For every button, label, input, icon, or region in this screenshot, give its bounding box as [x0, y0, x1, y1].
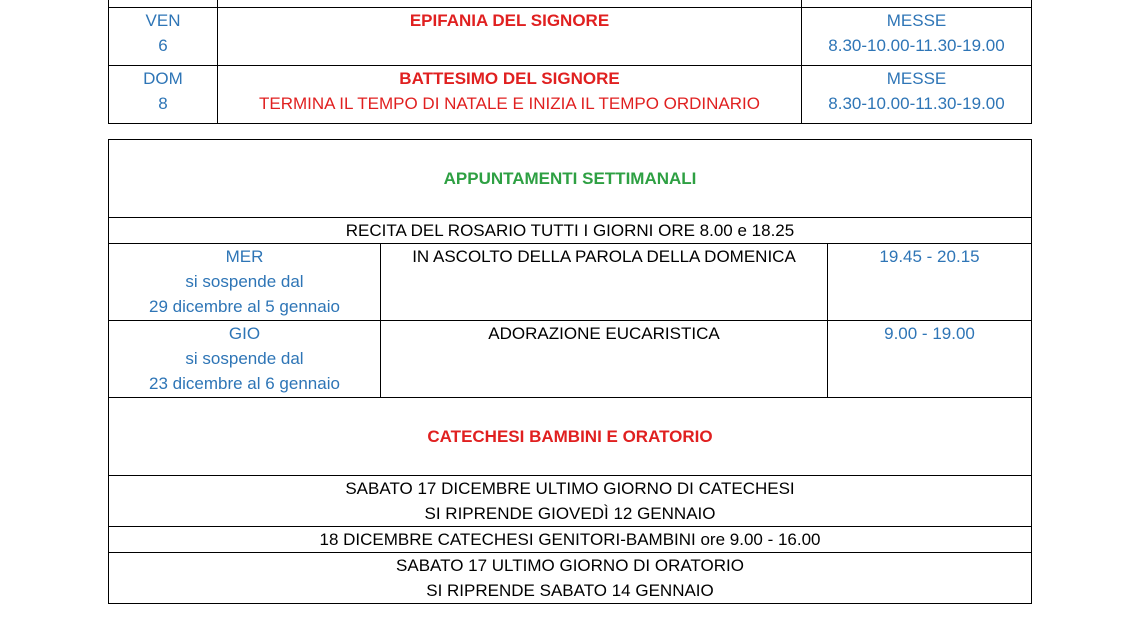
weekly-time: 9.00 - 19.00: [828, 321, 1032, 398]
weekly-time: 19.45 - 20.15: [828, 244, 1032, 321]
catechesis-row: [109, 476, 1032, 527]
events-table: [108, 0, 1032, 124]
weekly-row: [109, 321, 1032, 398]
event-subtitle: TERMINA IL TEMPO DI NATALE E INIZIA IL TEMPO ORDINARIO: [259, 94, 760, 113]
event-day-name: VEN: [145, 11, 181, 30]
weekly-day: [109, 244, 381, 321]
catechesis-item: [109, 553, 1032, 604]
event-day-number: 6: [158, 36, 168, 55]
event-masses: [802, 8, 1032, 66]
weekly-day-dates: 29 dicembre al 5 gennaio: [149, 297, 340, 316]
weekly-activity: IN ASCOLTO DELLA PAROLA DELLA DOMENICA: [381, 244, 828, 321]
weekly-day-note: si sospende dal: [185, 272, 304, 291]
weekly-day-name: GIO: [228, 324, 261, 343]
catechesis-line: SI RIPRENDE GIOVEDÌ 12 GENNAIO: [424, 504, 716, 523]
event-row: [109, 8, 1032, 66]
catechesis-line: SI RIPRENDE SABATO 14 GENNAIO: [426, 581, 714, 600]
event-description: [218, 66, 802, 124]
event-day-name: DOM: [143, 69, 183, 88]
masses-times: 8.30-10.00-11.30-19.00: [828, 36, 1005, 55]
weekly-day-name: MER: [225, 247, 264, 266]
catechesis-row: [109, 553, 1032, 604]
event-day: [109, 8, 218, 66]
event-title: BATTESIMO DEL SIGNORE: [399, 69, 620, 88]
event-title: EPIFANIA DEL SIGNORE: [409, 11, 610, 30]
catechesis-header-row: [109, 398, 1032, 476]
weekly-day-dates: 23 dicembre al 6 gennaio: [149, 374, 340, 393]
masses-label: MESSE: [886, 11, 947, 30]
weekly-header: APPUNTAMENTI SETTIMANALI: [109, 140, 1032, 218]
masses-label: MESSE: [886, 69, 947, 88]
weekly-header-row: [109, 140, 1032, 218]
event-row: [109, 66, 1032, 124]
event-masses: [802, 66, 1032, 124]
catechesis-item: [109, 527, 1032, 553]
weekly-day-note: si sospende dal: [185, 349, 304, 368]
partial-row: [109, 0, 1032, 8]
weekly-activity: ADORAZIONE EUCARISTICA: [381, 321, 828, 398]
weekly-day: [109, 321, 381, 398]
event-description: [218, 8, 802, 66]
event-day-number: 8: [158, 94, 168, 113]
weekly-table: [108, 139, 1032, 604]
rosary-text: RECITA DEL ROSARIO TUTTI I GIORNI ORE 8.00 e 18.25: [109, 218, 1032, 244]
catechesis-row: [109, 527, 1032, 553]
catechesis-header: CATECHESI BAMBINI E ORATORIO: [109, 398, 1032, 476]
masses-times: 8.30-10.00-11.30-19.00: [828, 94, 1005, 113]
rosary-row: [109, 218, 1032, 244]
weekly-row: [109, 244, 1032, 321]
catechesis-line: SABATO 17 DICEMBRE ULTIMO GIORNO DI CATECHESI: [345, 479, 795, 498]
catechesis-line: 18 DICEMBRE CATECHESI GENITORI-BAMBINI ore 9.00 - 16.00: [319, 530, 821, 549]
catechesis-item: [109, 476, 1032, 527]
event-day: [109, 66, 218, 124]
catechesis-line: SABATO 17 ULTIMO GIORNO DI ORATORIO: [396, 556, 744, 575]
